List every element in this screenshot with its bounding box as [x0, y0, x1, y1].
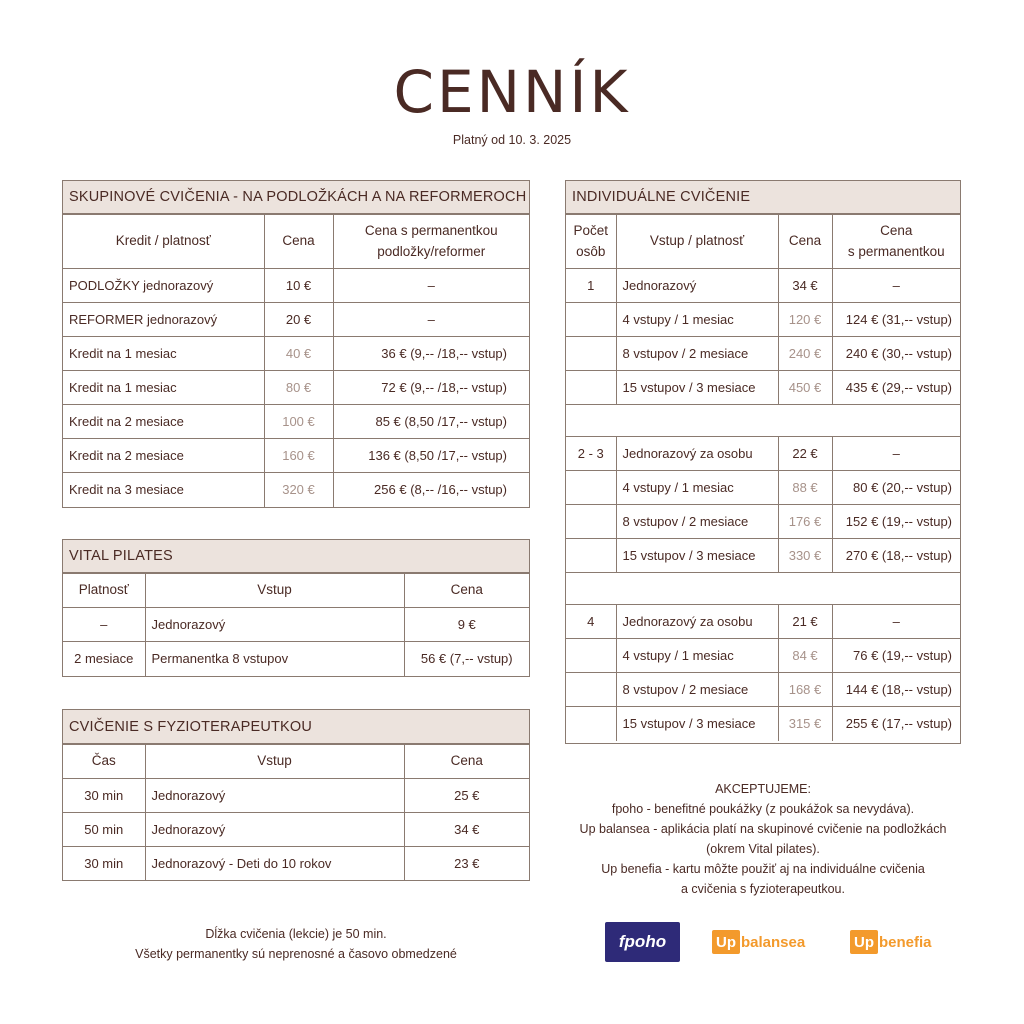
row-pass-price: – — [333, 303, 529, 337]
table-row — [566, 539, 960, 573]
row-price: 315 € — [778, 707, 832, 741]
row-label: REFORMER jednorazový — [63, 303, 264, 337]
row-label: Kredit na 3 mesiace — [63, 473, 264, 507]
row-persons — [566, 303, 616, 337]
row-persons — [566, 639, 616, 673]
row-entry: 8 vstupov / 2 mesiace — [616, 337, 778, 371]
row-entry: 4 vstupy / 1 mesiac — [616, 639, 778, 673]
row-price: 10 € — [264, 269, 333, 303]
table-row — [566, 303, 960, 337]
accepted-line: fpoho - benefitné poukážky (z poukážok sa nevydáva). — [611, 802, 915, 816]
table-row — [63, 337, 529, 371]
col-price: Cena — [404, 574, 529, 608]
group-exercise-table — [62, 180, 530, 508]
row-price: 23 € — [404, 847, 529, 881]
row-entry: Jednorazový - Deti do 10 rokov — [145, 847, 404, 881]
row-pass-price: 80 € (20,-- vstup) — [832, 471, 960, 505]
row-price: 450 € — [778, 371, 832, 405]
row-entry: 15 vstupov / 3 mesiace — [616, 707, 778, 741]
up-benefia-logo: Up benefia — [850, 929, 932, 955]
col-price: Cena — [778, 215, 832, 269]
accepted-line: (okrem Vital pilates). — [706, 842, 820, 856]
col-pass-price: Cena s permanentkou — [832, 215, 960, 269]
accepted-line: a cvičenia s fyzioterapeutkou. — [681, 882, 845, 896]
row-price: 120 € — [778, 303, 832, 337]
table-row — [566, 371, 960, 405]
row-persons: 2 - 3 — [566, 437, 616, 471]
row-entry: Jednorazový za osobu — [616, 437, 778, 471]
row-price: 88 € — [778, 471, 832, 505]
table-row — [63, 371, 529, 405]
row-persons — [566, 471, 616, 505]
row-label: Kredit na 2 mesiace — [63, 439, 264, 473]
col-pass-price: Cena s permanentkou podložky/reformer — [333, 215, 529, 269]
accepted-payments — [565, 779, 961, 899]
row-price: 9 € — [404, 608, 529, 642]
accepted-line: Up balansea - aplikácia platí na skupinové cvičenie na podložkách — [579, 822, 947, 836]
row-pass-price: – — [333, 269, 529, 303]
row-entry: Jednorazový — [145, 608, 404, 642]
notes-line: Všetky permanentky sú neprenosné a časovo obmedzené — [135, 947, 457, 961]
table-row — [566, 437, 960, 471]
col-time: Čas — [63, 745, 145, 779]
row-label: Kredit na 1 mesiac — [63, 371, 264, 405]
table-row — [63, 473, 529, 507]
row-entry: Jednorazový za osobu — [616, 605, 778, 639]
table-row — [566, 605, 960, 639]
individual-exercise-table — [565, 180, 961, 744]
fpoho-logo: fpoho — [605, 922, 680, 962]
row-pass-price: 255 € (17,-- vstup) — [832, 707, 960, 741]
col-entry: Vstup — [145, 745, 404, 779]
row-pass-price: – — [832, 605, 960, 639]
row-pass-price: 256 € (8,-- /16,-- vstup) — [333, 473, 529, 507]
col-credit: Kredit / platnosť — [63, 215, 264, 269]
row-persons: 1 — [566, 269, 616, 303]
table-row — [63, 779, 529, 813]
table-row — [63, 608, 529, 642]
table-row — [566, 471, 960, 505]
row-price: 80 € — [264, 371, 333, 405]
row-pass-price: 76 € (19,-- vstup) — [832, 639, 960, 673]
col-validity: Platnosť — [63, 574, 145, 608]
row-pass-price: 435 € (29,-- vstup) — [832, 371, 960, 405]
row-time: 30 min — [63, 779, 145, 813]
individual-exercise-heading: INDIVIDUÁLNE CVIČENIE — [566, 181, 960, 214]
physio-heading: CVIČENIE S FYZIOTERAPEUTKOU — [63, 710, 529, 744]
row-label: PODLOŽKY jednorazový — [63, 269, 264, 303]
col-persons: Počet osôb — [566, 215, 616, 269]
row-entry: Permanentka 8 vstupov — [145, 642, 404, 676]
table-row — [566, 337, 960, 371]
notes — [62, 924, 530, 964]
row-entry: 4 vstupy / 1 mesiac — [616, 303, 778, 337]
col-entry: Vstup / platnosť — [616, 215, 778, 269]
spacer-row — [566, 573, 960, 605]
table-row — [63, 269, 529, 303]
row-entry: Jednorazový — [616, 269, 778, 303]
spacer-cell — [566, 405, 960, 437]
group-exercise-heading: SKUPINOVÉ CVIČENIA - NA PODLOŽKÁCH A NA REFORMEROCH — [63, 181, 529, 214]
row-entry: Jednorazový — [145, 813, 404, 847]
row-persons — [566, 337, 616, 371]
row-pass-price: 36 € (9,-- /18,-- vstup) — [333, 337, 529, 371]
row-pass-price: 270 € (18,-- vstup) — [832, 539, 960, 573]
row-time: 30 min — [63, 847, 145, 881]
row-price: 176 € — [778, 505, 832, 539]
row-price: 34 € — [778, 269, 832, 303]
table-row — [566, 505, 960, 539]
up-balansea-logo: Up balansea — [712, 929, 805, 955]
spacer-cell — [566, 573, 960, 605]
row-price: 100 € — [264, 405, 333, 439]
row-validity: – — [63, 608, 145, 642]
row-entry: 8 vstupov / 2 mesiace — [616, 505, 778, 539]
row-price: 20 € — [264, 303, 333, 337]
row-persons — [566, 505, 616, 539]
table-row — [566, 673, 960, 707]
row-pass-price: 85 € (8,50 /17,-- vstup) — [333, 405, 529, 439]
col-price: Cena — [264, 215, 333, 269]
row-persons: 4 — [566, 605, 616, 639]
row-price: 168 € — [778, 673, 832, 707]
valid-from-date: Platný od 10. 3. 2025 — [452, 133, 572, 147]
row-pass-price: 144 € (18,-- vstup) — [832, 673, 960, 707]
col-entry: Vstup — [145, 574, 404, 608]
table-row — [63, 303, 529, 337]
vital-pilates-table — [62, 539, 530, 677]
physio-table — [62, 709, 530, 881]
row-pass-price: 124 € (31,-- vstup) — [832, 303, 960, 337]
vital-pilates-heading: VITAL PILATES — [63, 540, 529, 573]
row-pass-price: – — [832, 269, 960, 303]
table-row — [63, 642, 529, 676]
row-price: 160 € — [264, 439, 333, 473]
page-title: CENNÍK — [393, 58, 631, 126]
row-pass-price: 152 € (19,-- vstup) — [832, 505, 960, 539]
row-entry: 8 vstupov / 2 mesiace — [616, 673, 778, 707]
row-pass-price: – — [832, 437, 960, 471]
row-price: 40 € — [264, 337, 333, 371]
row-pass-price: 72 € (9,-- /18,-- vstup) — [333, 371, 529, 405]
row-persons — [566, 707, 616, 741]
accepted-title: AKCEPTUJEME: — [715, 782, 811, 796]
table-row — [63, 813, 529, 847]
row-price: 22 € — [778, 437, 832, 471]
row-price: 84 € — [778, 639, 832, 673]
row-entry: 15 vstupov / 3 mesiace — [616, 371, 778, 405]
row-label: Kredit na 1 mesiac — [63, 337, 264, 371]
table-row — [63, 439, 529, 473]
table-row — [63, 847, 529, 881]
accepted-line: Up benefia - kartu môžte použiť aj na individuálne cvičenia — [601, 862, 925, 876]
row-price: 240 € — [778, 337, 832, 371]
row-entry: 15 vstupov / 3 mesiace — [616, 539, 778, 573]
row-persons — [566, 673, 616, 707]
row-price: 330 € — [778, 539, 832, 573]
notes-line: Dĺžka cvičenia (lekcie) je 50 min. — [205, 927, 387, 941]
row-price: 34 € — [404, 813, 529, 847]
table-row — [63, 405, 529, 439]
spacer-row — [566, 405, 960, 437]
row-pass-price: 136 € (8,50 /17,-- vstup) — [333, 439, 529, 473]
table-row — [566, 639, 960, 673]
row-persons — [566, 539, 616, 573]
row-label: Kredit na 2 mesiace — [63, 405, 264, 439]
row-price: 320 € — [264, 473, 333, 507]
row-price: 21 € — [778, 605, 832, 639]
row-price: 25 € — [404, 779, 529, 813]
table-row — [566, 707, 960, 741]
row-entry: 4 vstupy / 1 mesiac — [616, 471, 778, 505]
row-validity: 2 mesiace — [63, 642, 145, 676]
row-entry: Jednorazový — [145, 779, 404, 813]
table-row — [566, 269, 960, 303]
row-pass-price: 240 € (30,-- vstup) — [832, 337, 960, 371]
col-price: Cena — [404, 745, 529, 779]
row-time: 50 min — [63, 813, 145, 847]
row-price: 56 € (7,-- vstup) — [404, 642, 529, 676]
row-persons — [566, 371, 616, 405]
